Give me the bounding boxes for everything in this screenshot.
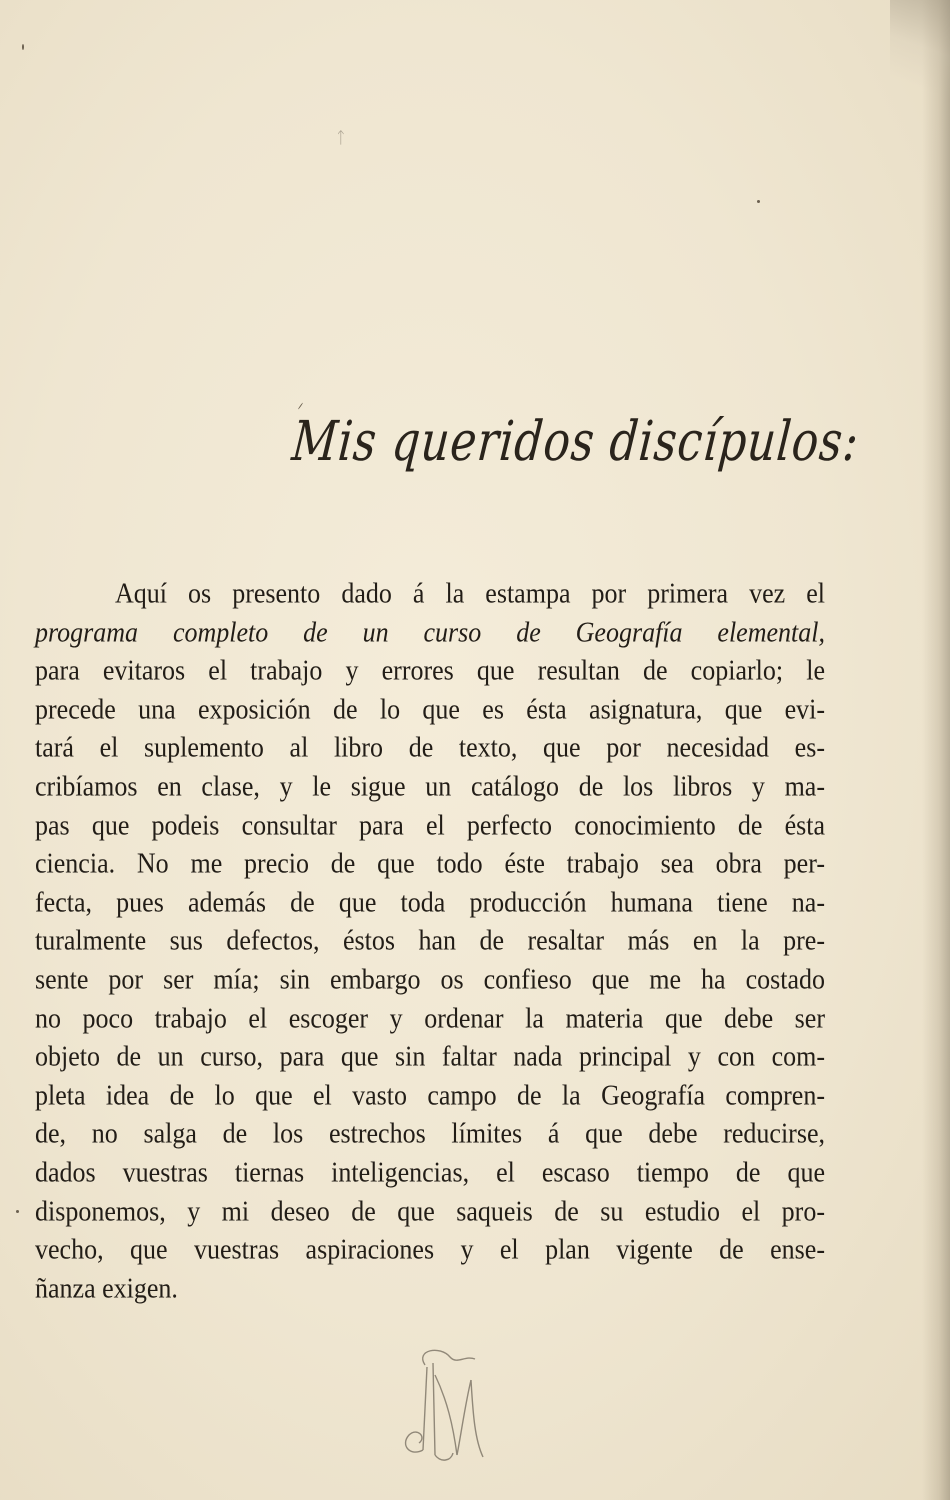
paper-speck <box>757 200 760 203</box>
text-line: pas que podeis consultar para el perfecto conocimiento de ésta <box>35 809 825 841</box>
text-line: sente por ser mía; sin embargo os confieso que me ha costado <box>35 963 825 996</box>
text-line: para evitaros el trabajo y errores que resultan de copiarlo; le <box>35 654 825 687</box>
text-line: precede una exposición de lo que es ésta asignatura, que evi- <box>35 693 825 725</box>
paper-speck <box>16 1210 19 1213</box>
pencil-monogram-signature <box>395 1345 490 1465</box>
text-line: pleta idea de lo que el vasto campo de la Geografía compren- <box>35 1079 825 1111</box>
body-paragraph <box>35 575 825 1308</box>
text-line: tará el suplemento al libro de texto, que por necesidad es- <box>35 732 825 764</box>
text-line: Aquí os presento dado á la estampa por primera vez el <box>115 577 825 610</box>
text-line: disponemos, y mi deseo de que saqueis de su estudio el pro- <box>35 1195 825 1227</box>
text-line-italic: programa completo de un curso de Geografía elemental, <box>35 616 825 648</box>
text-line: no poco trabajo el escoger y ordenar la materia que debe ser <box>35 1002 825 1034</box>
handwritten-salutation: Mis queridos discípulos: <box>289 410 862 474</box>
page-edge-shadow <box>922 0 950 1500</box>
faint-pencil-mark: ᛏ <box>336 128 346 147</box>
text-line: vecho, que vuestras aspiraciones y el plan vigente de ense- <box>35 1233 825 1266</box>
paper-speck <box>298 402 303 409</box>
text-line: objeto de un curso, para que sin faltar nada principal y con com- <box>35 1040 825 1073</box>
text-line: ñanza exigen. <box>35 1272 178 1304</box>
text-line: fecta, pues además de que toda producción humana tiene na- <box>35 886 825 918</box>
text-line: de, no salga de los estrechos límites á que debe reducirse, <box>35 1118 825 1150</box>
page-corner-curl <box>890 0 950 120</box>
text-line: ciencia. No me precio de que todo éste trabajo sea obra per- <box>35 847 825 880</box>
text-line: dados vuestras tiernas inteligencias, el escaso tiempo de que <box>35 1156 825 1189</box>
text-line: turalmente sus defectos, éstos han de resaltar más en la pre- <box>35 925 825 957</box>
paper-speck <box>22 44 24 50</box>
text-line: cribíamos en clase, y le sigue un catálogo de los libros y ma- <box>35 770 825 803</box>
